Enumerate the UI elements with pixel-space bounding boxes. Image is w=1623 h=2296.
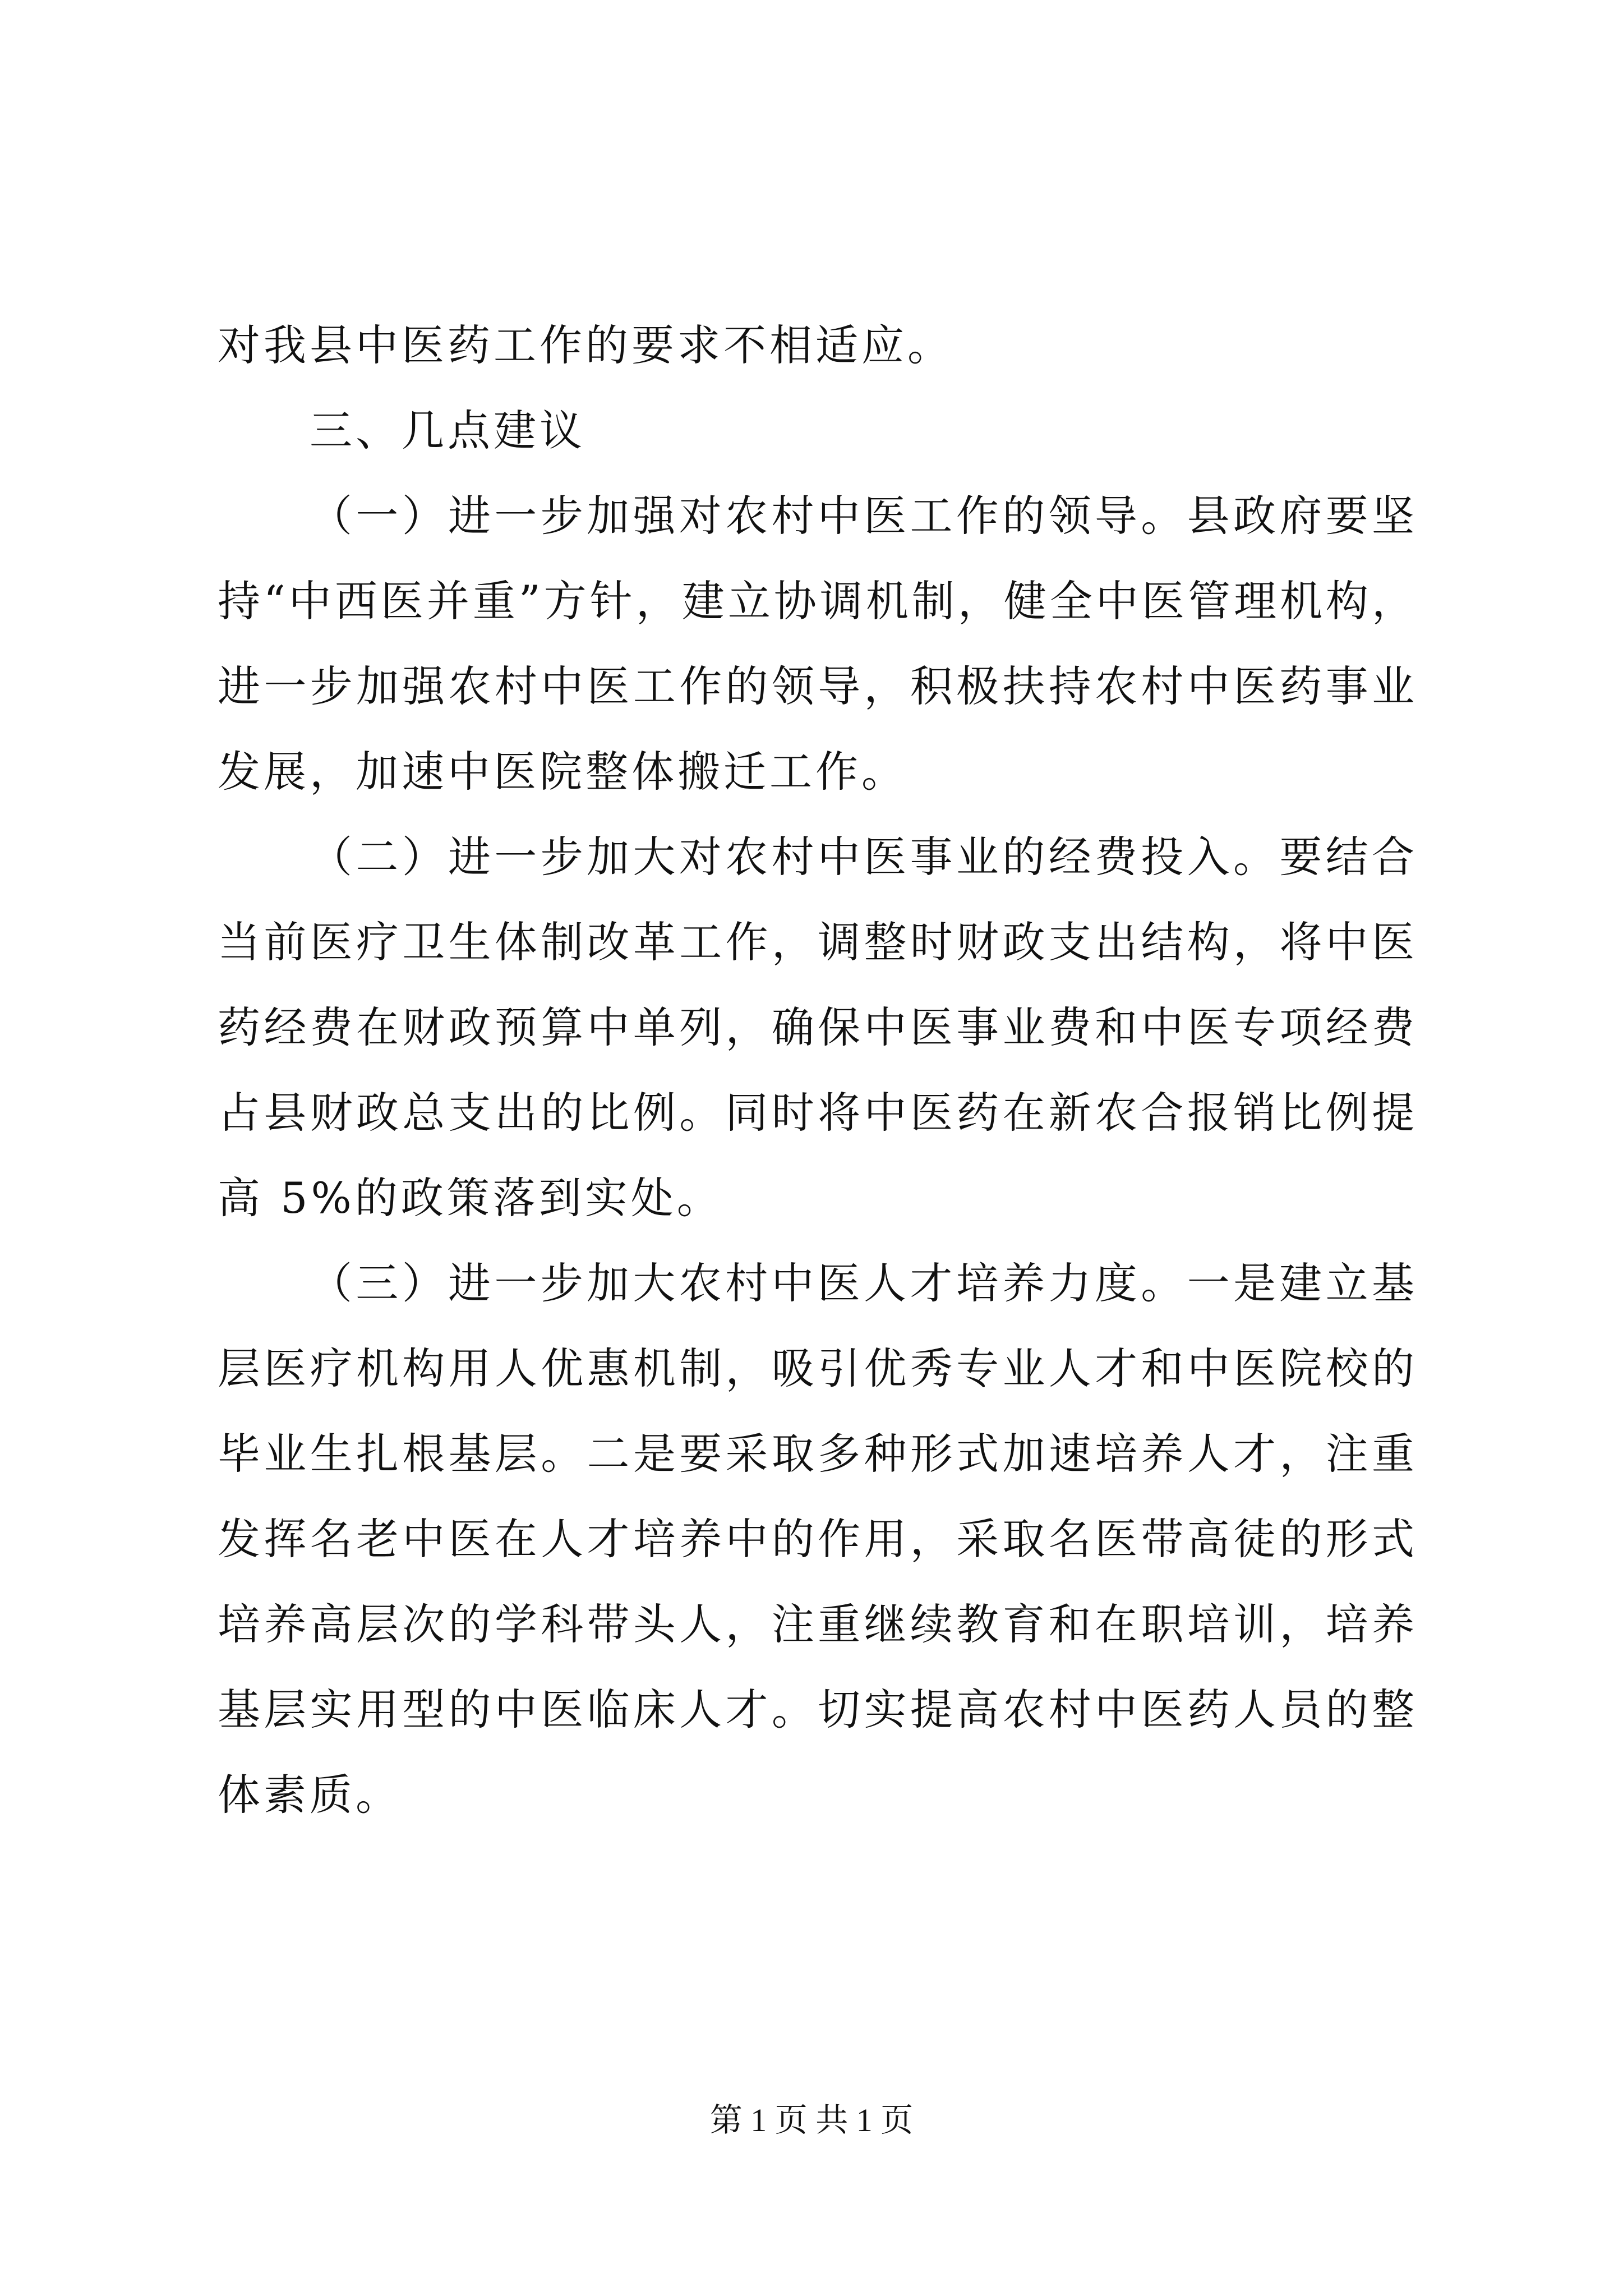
document-body [218, 303, 1418, 1838]
paragraph-suggestion-1: （一）进一步加强对农村中医工作的领导。县政府要坚持“中西医并重”方针，建立协调机制，健全中医管理机构，进一步加强农村中医工作的领导，积极扶持农村中医药事业发展，加速中医院整体搬迁工作。 [218, 491, 1418, 797]
page-number-label: 第 1 页 共 1 页 [709, 2102, 914, 2138]
paragraph-continuation: 对我县中医药工作的要求不相适应。 [218, 320, 953, 370]
paragraph-suggestion-3: （三）进一步加大农村中医人才培养力度。一是建立基层医疗机构用人优惠机制，吸引优秀专业人才和中医院校的毕业生扎根基层。二是要采取多种形式加速培养人才，注重发挥名老中医在人才培养中的作用，采取名医带高徒的形式培养高层次的学科带头人，注重继续教育和在职培训，培养基层实用型的中医临床人才。切实提高农村中医药人员的整体素质。 [218, 1258, 1418, 1820]
section-heading: 三、几点建议 [310, 406, 585, 455]
page-footer [0, 2098, 1623, 2143]
paragraph-suggestion-2: （二）进一步加大对农村中医事业的经费投入。要结合当前医疗卫生体制改革工作，调整时财政支出结构，将中医药经费在财政预算中单列，确保中医事业费和中医专项经费占县财政总支出的比例。同时将中医药在新农合报销比例提高 5%的政策落到实处。 [218, 832, 1418, 1223]
